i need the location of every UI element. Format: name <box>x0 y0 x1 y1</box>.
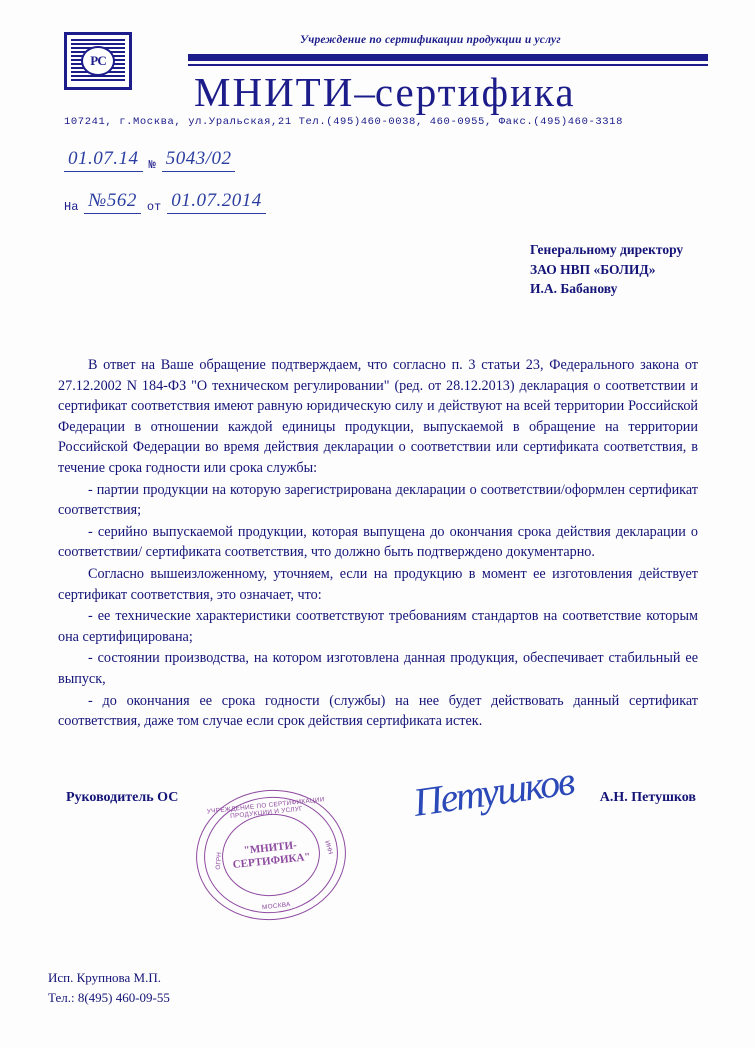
certification-logo <box>64 32 132 90</box>
body-paragraph: - состоянии производства, на котором изготовлена данная продукция, обеспечивает стабильный ее выпуск, <box>58 650 698 687</box>
in-reply-label: На <box>64 200 79 214</box>
brand-dash: – <box>354 69 375 115</box>
body-paragraph: - ее технические характеристики соответствуют требованиям стандартов на соответствие которым она сертифицирована; <box>58 608 698 645</box>
stamp-center-text: "МНИТИ-СЕРТИФИКА" <box>232 839 312 872</box>
reference-row-outgoing <box>64 148 235 172</box>
brand-part-1: МНИТИ <box>194 69 355 115</box>
document-footer <box>48 968 170 1007</box>
brand-title <box>194 68 576 116</box>
addressee-block <box>530 240 683 299</box>
official-round-stamp <box>190 783 353 928</box>
body-paragraph: - партии продукции на которую зарегистрирована декларации о соответствии/оформлен сертификат соответствия; <box>58 481 698 519</box>
brand-part-2: сертифика <box>374 69 576 115</box>
letterhead-address: 107241, г.Москва, ул.Уральская,21 Тел.(495)460-0038, 460-0955, Факс.(495)460-3318 <box>64 116 623 128</box>
logo-text: РС <box>81 46 115 76</box>
body-paragraph: - до окончания ее срока годности (службы) на нее будет действовать данный сертификат соответствия, даже том случае если срок действия сертификата истек. <box>58 692 698 730</box>
in-reply-date-value: 01.07.2014 <box>167 190 266 214</box>
stamp-left-text: ОГРН <box>214 852 224 870</box>
addressee-line-1: Генеральному директору <box>530 242 684 257</box>
outgoing-number-value: 5043/02 <box>162 148 236 172</box>
signer-name: А.Н. Петушков <box>599 790 696 805</box>
footer-executor: Исп. Крупнова М.П. <box>48 970 161 985</box>
logo-stripes <box>71 39 125 83</box>
in-reply-number-value: №562 <box>84 190 140 214</box>
body-paragraph: В ответ на Ваше обращение подтверждаем, что согласно п. 3 статьи 23, Федерального закона от 27.12.2002 N 184-ФЗ "О техническом регулировании" (ред. от 28.12.2013) декларация о соответствии и сертификат соответствия имеют равную юридическую силу и действуют на всей территории Российской Федерации в отношении каждой единицы продукции, выпускаемой в обращение на территории Российской Федерации во время действия декларации о соответствии или сертификата соответствия, в течение срока годности или срока службы: <box>58 357 698 476</box>
reference-row-incoming <box>64 190 266 214</box>
addressee-line-2: ЗАО НВП «БОЛИД» <box>530 261 656 277</box>
header-rule-thick <box>188 54 708 61</box>
outgoing-date-value: 01.07.14 <box>64 148 143 172</box>
stamp-right-text: ИНН <box>323 839 334 856</box>
addressee-line-3: И.А. Бабанову <box>530 281 618 297</box>
number-symbol: № <box>148 158 156 172</box>
body-paragraph: - серийно выпускаемой продукции, которая выпущена до окончания срока действия декларации о соответствии/ сертификата соответствия, что должно быть подтверждено документарно. <box>58 523 698 561</box>
header-rule-thin <box>188 64 708 66</box>
letterhead <box>58 24 698 134</box>
handwritten-signature: Петушков <box>410 758 576 825</box>
from-label: от <box>146 200 162 214</box>
reference-block <box>58 148 388 228</box>
letter-body <box>58 355 698 733</box>
signature-row <box>58 758 698 825</box>
body-paragraph: Согласно вышеизложенному, уточняем, если на продукцию в момент ее изготовления действует сертификат соответствия, это означает, что: <box>58 565 698 603</box>
signer-position: Руководитель ОС <box>66 790 179 805</box>
organization-subtitle: Учреждение по сертификации продукции и услуг <box>300 34 561 46</box>
footer-phone: Тел.: 8(495) 460-09-55 <box>48 989 170 1005</box>
stamp-bottom-text: МОСКВА <box>261 901 292 912</box>
stamp-top-text: УЧРЕЖДЕНИЕ ПО СЕРТИФИКАЦИИ ПРОДУКЦИИ И УСЛУГ <box>206 796 326 821</box>
